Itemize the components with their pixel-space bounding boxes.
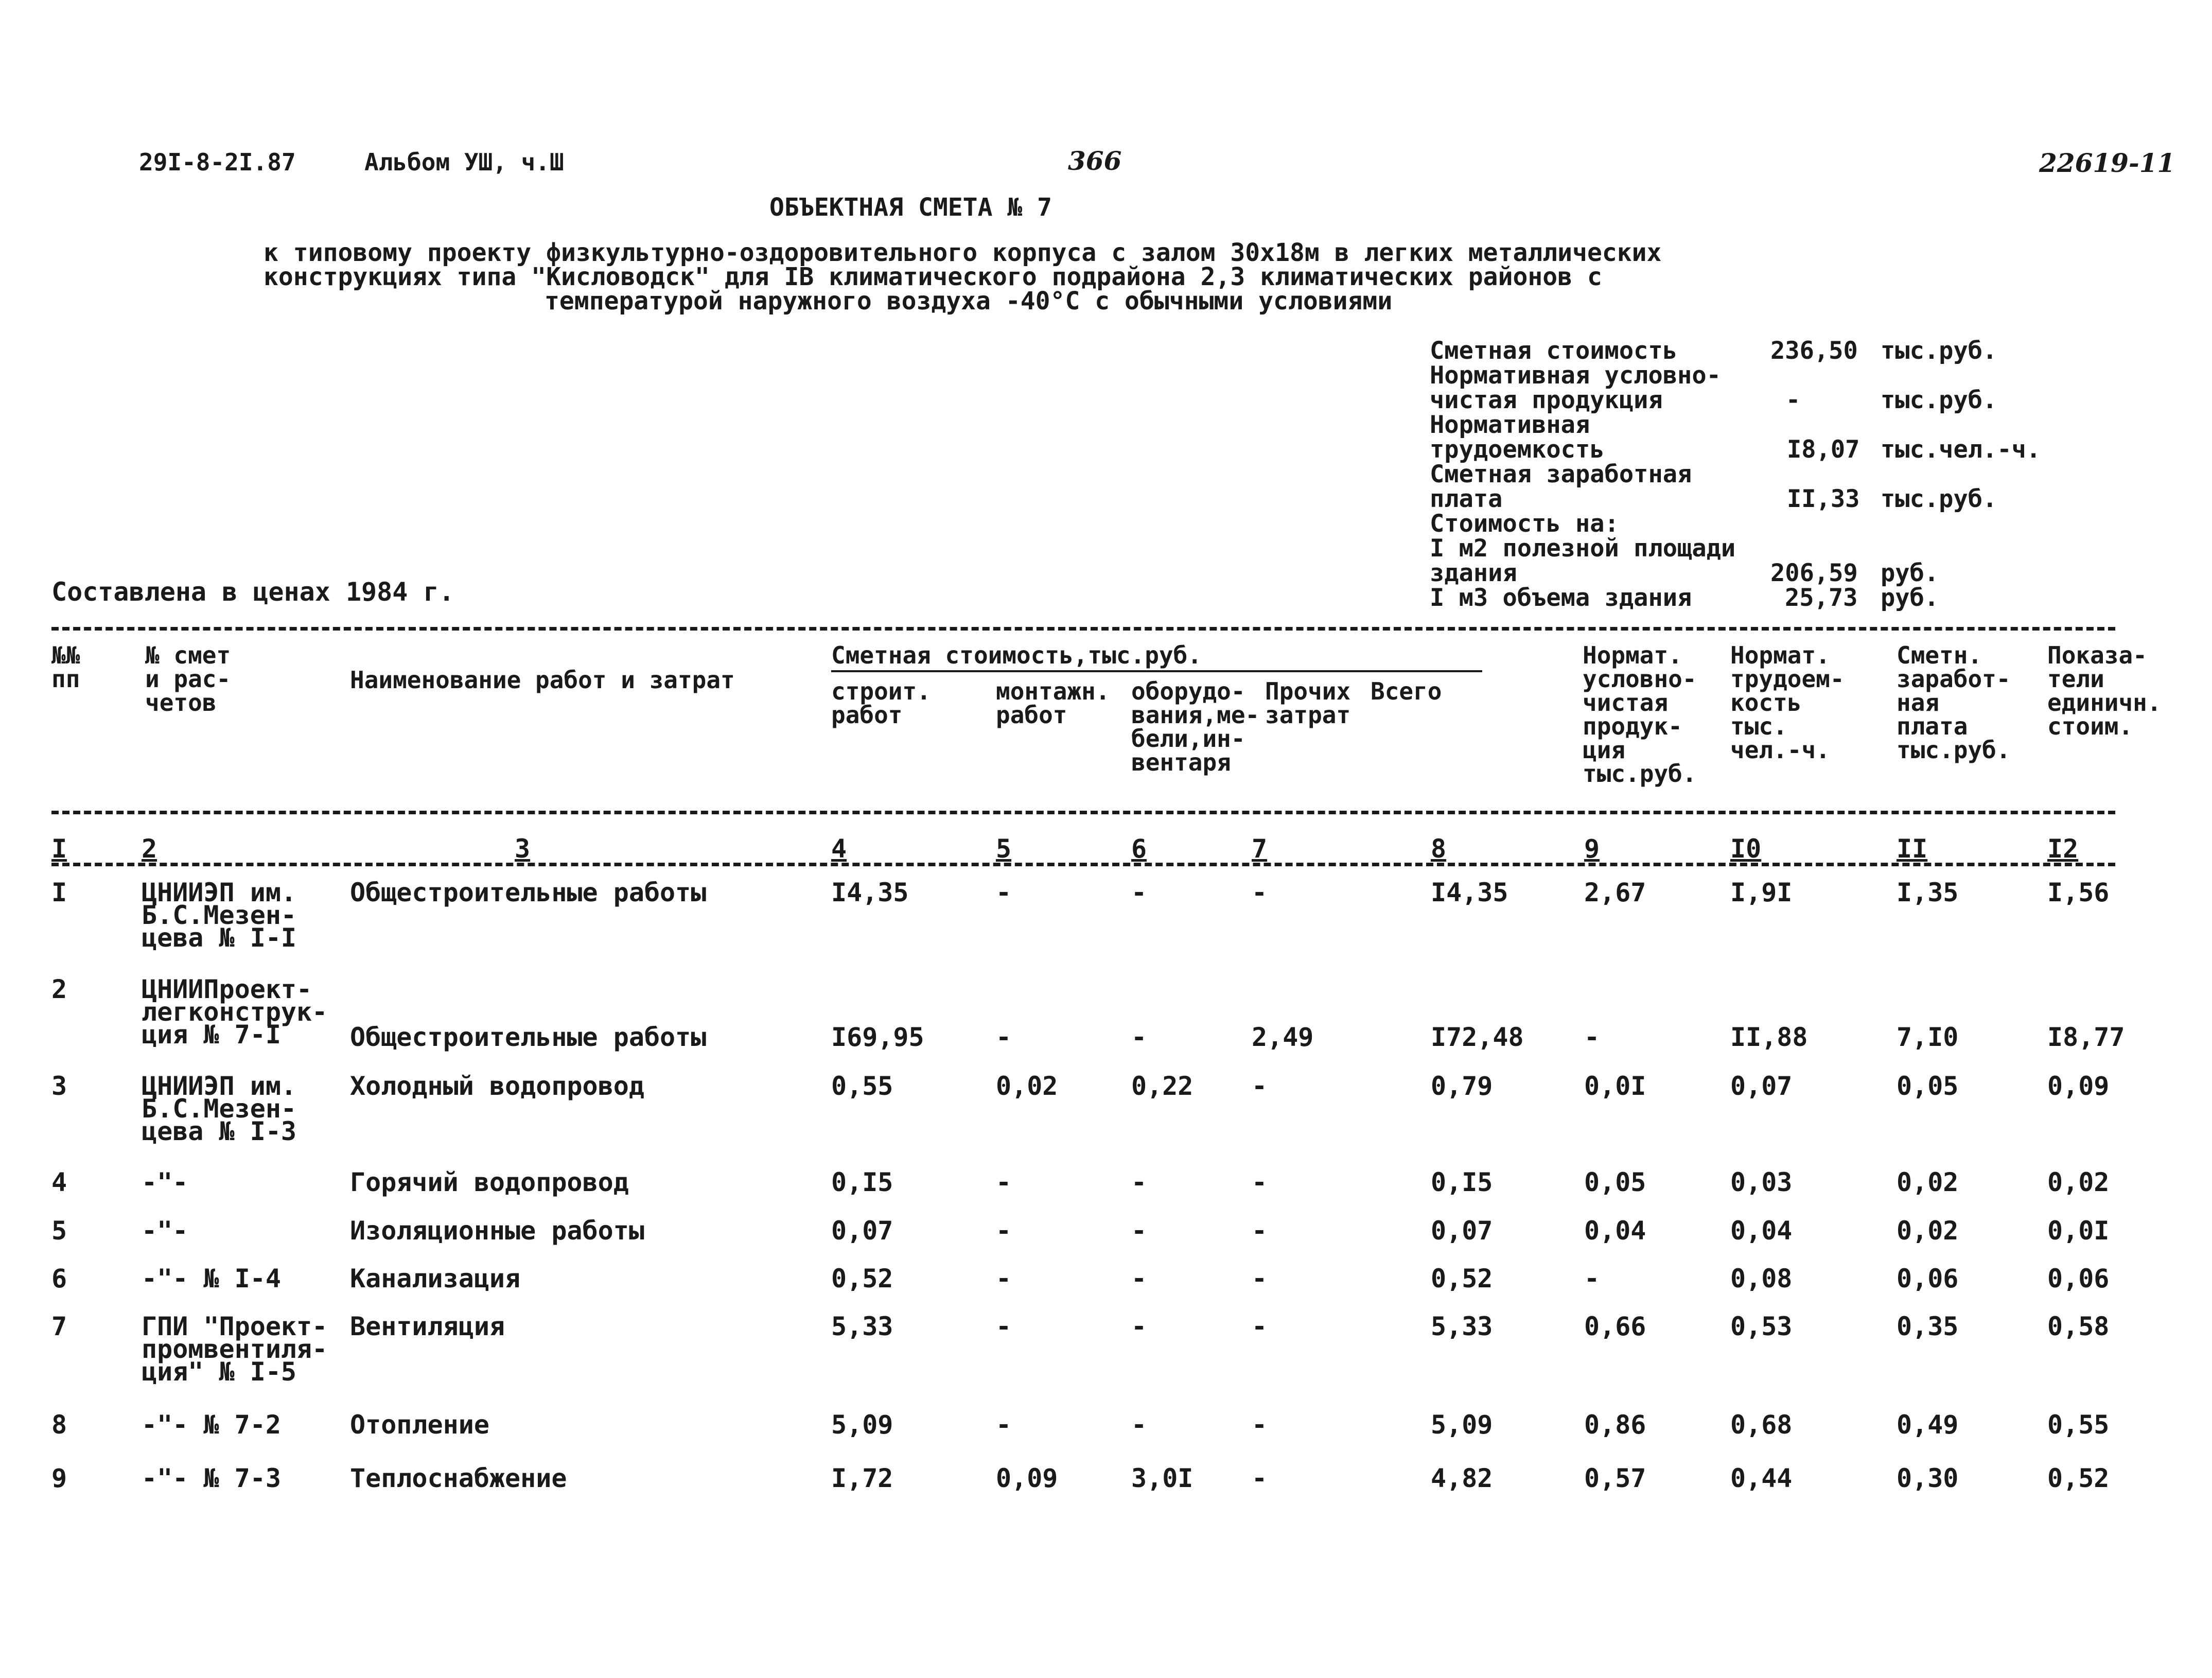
labor: 0,04	[1730, 1216, 1793, 1246]
estimate-ref: -"- № 7-3	[142, 1463, 281, 1493]
work-name: Горячий водопровод	[350, 1167, 629, 1197]
header-construction: строит. работ	[831, 677, 931, 729]
other-cost: -	[1252, 878, 1268, 907]
summary-unit-net-product: тыс.руб.	[1881, 386, 1997, 414]
installation-cost: -	[996, 1216, 1012, 1246]
header-row-number: №№ пп	[51, 641, 80, 693]
construction-cost: 0,07	[831, 1216, 893, 1246]
labor: I,9I	[1730, 878, 1793, 907]
summary-value-labor: I8,07	[1787, 435, 1860, 464]
net-product: -	[1584, 1022, 1600, 1052]
summary-unit-cost-per-m3: руб.	[1881, 584, 1939, 612]
row-number: 8	[51, 1410, 67, 1440]
other-cost: -	[1252, 1264, 1268, 1294]
unit-indicator: 0,06	[2047, 1264, 2110, 1294]
summary-label-labor: Нормативная трудоемкость	[1430, 411, 1605, 464]
equipment-cost: -	[1131, 1167, 1147, 1197]
other-cost: -	[1252, 1167, 1268, 1197]
construction-cost: I69,95	[831, 1022, 924, 1052]
equipment-cost: -	[1131, 1216, 1147, 1246]
summary-label-net-product: Нормативная условно- чистая продукция	[1430, 361, 1721, 414]
wages: 0,35	[1897, 1312, 1959, 1341]
net-product: 0,57	[1584, 1463, 1646, 1493]
labor: II,88	[1730, 1022, 1808, 1052]
work-name: Общестроительные работы	[350, 1022, 707, 1052]
wages: 7,I0	[1897, 1022, 1959, 1052]
installation-cost: -	[996, 1022, 1012, 1052]
equipment-cost: -	[1131, 1022, 1147, 1052]
table-top-rule	[51, 627, 2115, 631]
installation-cost: -	[996, 1264, 1012, 1294]
column-number-2: 2	[142, 834, 157, 864]
header-unit-indicators: Показа- тели единичн. стоим.	[2047, 641, 2162, 740]
summary-unit-cost: тыс.руб.	[1881, 337, 1997, 365]
estimate-ref: -"- № I-4	[142, 1264, 281, 1294]
net-product: 0,66	[1584, 1312, 1646, 1341]
installation-cost: -	[996, 1167, 1012, 1197]
work-name: Канализация	[350, 1264, 521, 1294]
installation-cost: -	[996, 878, 1012, 907]
other-cost: -	[1252, 1463, 1268, 1493]
summary-label-cost-per-m2: Стоимость на: I м2 полезной площади здания	[1430, 510, 1736, 587]
column-number-5: 5	[996, 834, 1012, 864]
estimate-ref: -"-	[142, 1216, 188, 1246]
other-cost: 2,49	[1252, 1022, 1314, 1052]
unit-indicator: 0,52	[2047, 1463, 2110, 1493]
row-number: 5	[51, 1216, 67, 1246]
installation-cost: 0,02	[996, 1071, 1058, 1101]
construction-cost: I4,35	[831, 878, 909, 907]
album-reference: Альбом УШ, ч.Ш	[364, 148, 564, 176]
row-number: 9	[51, 1463, 67, 1493]
total-cost: 4,82	[1431, 1463, 1493, 1493]
unit-indicator: 0,58	[2047, 1312, 2110, 1341]
labor: 0,07	[1730, 1071, 1793, 1101]
column-number-6: 6	[1131, 834, 1147, 864]
subtitle-line-2: конструкциях типа "Кисловодск" для IВ климатического подрайона 2,3 климатических районов с	[264, 263, 1602, 291]
summary-value-wages: II,33	[1787, 485, 1860, 513]
column-number-4: 4	[831, 834, 847, 864]
header-installation: монтажн. работ	[996, 677, 1110, 729]
installation-cost: -	[996, 1410, 1012, 1440]
net-product: -	[1584, 1264, 1600, 1294]
work-name: Отопление	[350, 1410, 489, 1440]
estimate-ref: ЦНИИЭП им. Б.С.Мезен- цева № I-I	[142, 878, 297, 953]
construction-cost: 0,52	[831, 1264, 893, 1294]
equipment-cost: 3,0I	[1131, 1463, 1193, 1493]
column-number-10: I0	[1730, 834, 1762, 864]
estimate-ref: ЦНИИПроект- легконструк- ция № 7-I	[142, 974, 328, 1050]
handwritten-inventory-mark: 22619-11	[2039, 148, 2175, 178]
row-number: 2	[51, 974, 67, 1004]
unit-indicator: I,56	[2047, 878, 2110, 907]
equipment-cost: -	[1131, 878, 1147, 907]
summary-unit-wages: тыс.руб.	[1881, 485, 1997, 513]
column-numbers-rule	[51, 863, 2115, 866]
equipment-cost: -	[1131, 1312, 1147, 1341]
net-product: 0,05	[1584, 1167, 1646, 1197]
column-number-8: 8	[1431, 834, 1447, 864]
summary-value-cost-per-m2: 206,59	[1770, 559, 1858, 587]
labor: 0,53	[1730, 1312, 1793, 1341]
total-cost: 0,07	[1431, 1216, 1493, 1246]
column-number-1: I	[51, 834, 67, 864]
installation-cost: 0,09	[996, 1463, 1058, 1493]
net-product: 2,67	[1584, 878, 1646, 907]
header-estimate-ref: № смет и рас- четов	[145, 641, 231, 716]
summary-label-cost-per-m3: I м3 объема здания	[1430, 584, 1692, 612]
wages: 0,05	[1897, 1071, 1959, 1101]
header-total: Всего	[1371, 677, 1442, 705]
document-code: 29I-8-2I.87	[139, 148, 296, 176]
total-cost: 0,79	[1431, 1071, 1493, 1101]
total-cost: 5,33	[1431, 1312, 1493, 1341]
total-cost: I4,35	[1431, 878, 1508, 907]
document-title: ОБЪЕКТНАЯ СМЕТА № 7	[769, 193, 1052, 222]
subtitle-line-3: температурой наружного воздуха -40°С с обычными условиями	[545, 287, 1393, 316]
work-name: Вентиляция	[350, 1312, 505, 1341]
header-wages: Сметн. заработ- ная плата тыс.руб.	[1897, 641, 2011, 764]
header-other: Прочих затрат	[1265, 677, 1351, 729]
wages: 0,02	[1897, 1216, 1959, 1246]
construction-cost: 5,09	[831, 1410, 893, 1440]
labor: 0,44	[1730, 1463, 1793, 1493]
installation-cost: -	[996, 1312, 1012, 1341]
wages: 0,30	[1897, 1463, 1959, 1493]
summary-unit-cost-per-m2: руб.	[1881, 559, 1939, 587]
unit-indicator: 0,55	[2047, 1410, 2110, 1440]
wages: 0,02	[1897, 1167, 1959, 1197]
construction-cost: 0,55	[831, 1071, 893, 1101]
construction-cost: I,72	[831, 1463, 893, 1493]
unit-indicator: 0,0I	[2047, 1216, 2110, 1246]
work-name: Теплоснабжение	[350, 1463, 567, 1493]
header-net-product: Нормат. условно- чистая продук- ция тыс.руб.	[1583, 641, 1697, 788]
labor: 0,68	[1730, 1410, 1793, 1440]
header-bottom-rule	[51, 811, 2115, 814]
total-cost: 0,I5	[1431, 1167, 1493, 1197]
other-cost: -	[1252, 1312, 1268, 1341]
total-cost: 5,09	[1431, 1410, 1493, 1440]
estimate-ref: -"- № 7-2	[142, 1410, 281, 1440]
total-cost: I72,48	[1431, 1022, 1524, 1052]
work-name: Холодный водопровод	[350, 1071, 644, 1101]
wages: 0,06	[1897, 1264, 1959, 1294]
construction-cost: 0,I5	[831, 1167, 893, 1197]
row-number: 3	[51, 1071, 67, 1101]
column-number-9: 9	[1584, 834, 1600, 864]
summary-value-cost: 236,50	[1770, 337, 1858, 365]
column-number-3: 3	[515, 834, 531, 864]
wages: 0,49	[1897, 1410, 1959, 1440]
equipment-cost: -	[1131, 1264, 1147, 1294]
header-equipment: оборудо- вания,ме- бели,ин- вентаря	[1131, 677, 1260, 776]
subtitle-line-1: к типовому проекту физкультурно-оздоровительного корпуса с залом 30х18м в легких металлических	[264, 238, 1662, 267]
summary-unit-labor: тыс.чел.-ч.	[1881, 435, 2041, 464]
header-work-name: Наименование работ и затрат	[350, 666, 735, 694]
other-cost: -	[1252, 1071, 1268, 1101]
column-number-12: I2	[2047, 834, 2079, 864]
estimate-ref: ГПИ "Проект- промвентиля- ция" № I-5	[142, 1312, 328, 1387]
summary-value-net-product: -	[1786, 386, 1801, 414]
summary-label-cost: Сметная стоимость	[1430, 337, 1678, 365]
row-number: I	[51, 878, 67, 907]
work-name: Изоляционные работы	[350, 1216, 644, 1246]
unit-indicator: I8,77	[2047, 1022, 2125, 1052]
labor: 0,08	[1730, 1264, 1793, 1294]
net-product: 0,86	[1584, 1410, 1646, 1440]
estimate-ref: -"-	[142, 1167, 188, 1197]
header-cost-group-underline	[831, 670, 1482, 672]
summary-value-cost-per-m3: 25,73	[1785, 584, 1858, 612]
page-number: 366	[1068, 146, 1122, 176]
unit-indicator: 0,02	[2047, 1167, 2110, 1197]
column-number-11: II	[1897, 834, 1928, 864]
row-number: 6	[51, 1264, 67, 1294]
total-cost: 0,52	[1431, 1264, 1493, 1294]
wages: I,35	[1897, 878, 1959, 907]
unit-indicator: 0,09	[2047, 1071, 2110, 1101]
column-number-7: 7	[1252, 834, 1268, 864]
header-cost-group: Сметная стоимость,тыс.руб.	[831, 641, 1202, 669]
equipment-cost: -	[1131, 1410, 1147, 1440]
row-number: 4	[51, 1167, 67, 1197]
estimate-ref: ЦНИИЭП им. Б.С.Мезен- цева № I-3	[142, 1071, 297, 1146]
labor: 0,03	[1730, 1167, 1793, 1197]
summary-label-wages: Сметная заработная плата	[1430, 460, 1692, 513]
other-cost: -	[1252, 1216, 1268, 1246]
net-product: 0,0I	[1584, 1071, 1646, 1101]
net-product: 0,04	[1584, 1216, 1646, 1246]
equipment-cost: 0,22	[1131, 1071, 1193, 1101]
construction-cost: 5,33	[831, 1312, 893, 1341]
other-cost: -	[1252, 1410, 1268, 1440]
row-number: 7	[51, 1312, 67, 1341]
prices-note: Составлена в ценах 1984 г.	[51, 577, 454, 607]
work-name: Общестроительные работы	[350, 878, 707, 907]
header-labor: Нормат. трудоем- кость тыс. чел.-ч.	[1730, 641, 1845, 764]
